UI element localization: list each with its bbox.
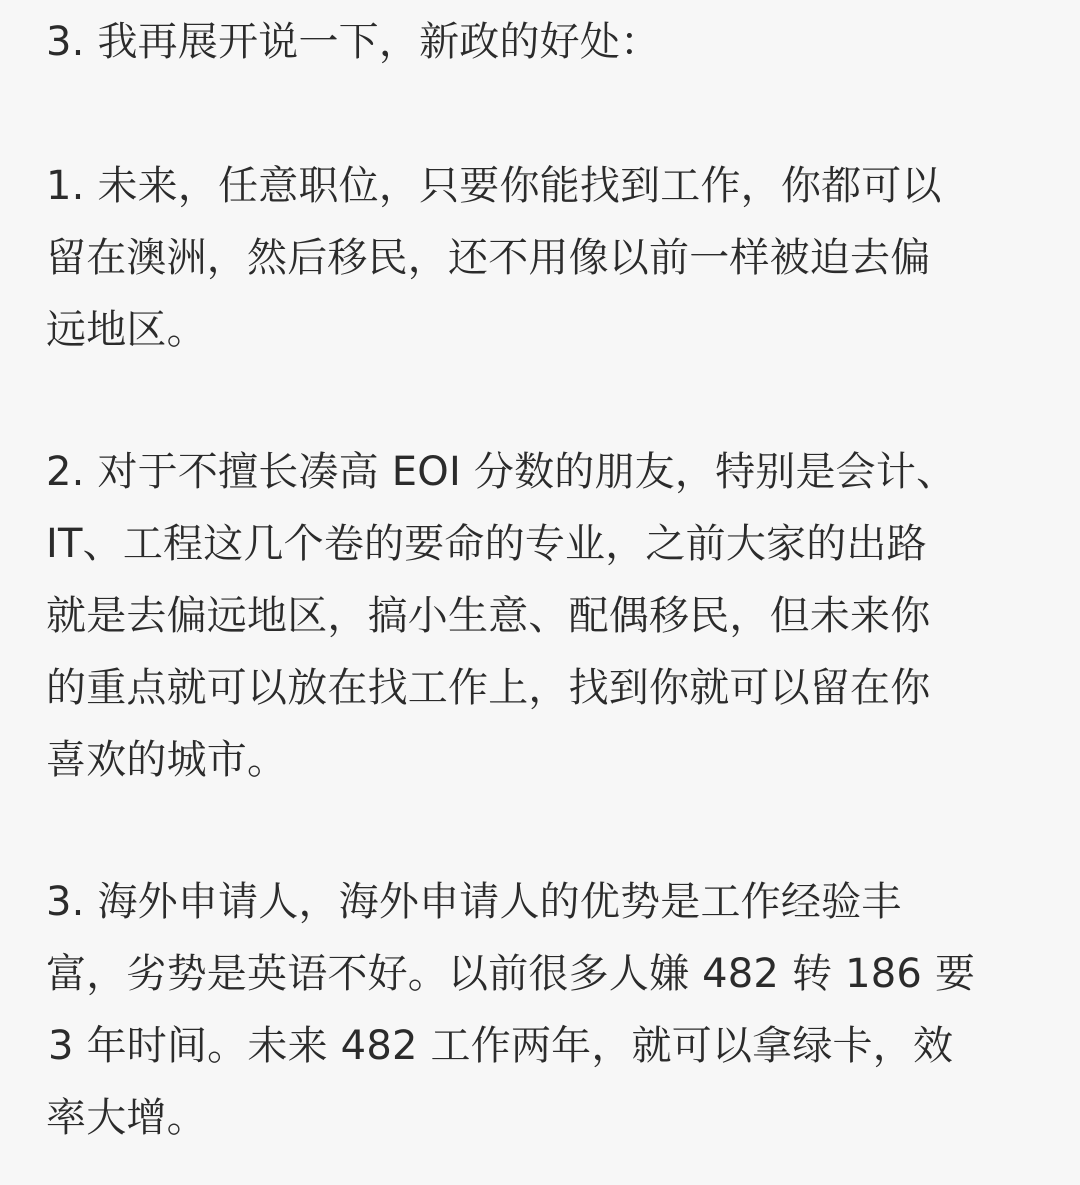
point-2-line-2: IT、工程这几个卷的要命的专业，之前大家的出路 [46,521,927,567]
point-1-line-1: 1. 未来，任意职位，只要你能找到工作，你都可以 [46,163,942,209]
point-2-line-4: 的重点就可以放在找工作上，找到你就可以留在你 [46,665,931,711]
point-2-line-5: 喜欢的城市。 [46,737,288,783]
point-2-line-1: 2. 对于不擅长凑高 EOI 分数的朋友，特别是会计、 [46,449,957,495]
point-3-line-4: 率大增。 [46,1095,207,1141]
point-3-line-3: 3 年时间。未来 482 工作两年，就可以拿绿卡，效 [48,1023,954,1069]
point-2-line-3: 就是去偏远地区，搞小生意、配偶移民，但未来你 [46,593,931,639]
point-3-line-2: 富，劣势是英语不好。以前很多人嫌 482 转 186 要 [46,951,976,997]
section-heading: 3. 我再展开说一下，新政的好处： [46,19,661,65]
point-1-line-2: 留在澳洲，然后移民，还不用像以前一样被迫去偏 [46,235,931,281]
point-1-line-3: 远地区。 [46,307,207,353]
point-3-line-1: 3. 海外申请人，海外申请人的优势是工作经验丰 [46,879,902,925]
